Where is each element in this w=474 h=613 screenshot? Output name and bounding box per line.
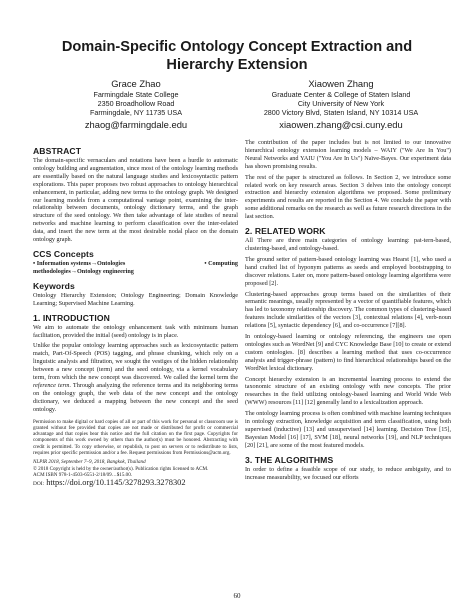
doi-label: DOI: xyxy=(33,481,45,488)
author-block-2 xyxy=(240,78,442,131)
introduction-paragraph: The contribution of the paper includes but is not limited to our innovative hierarchical ontology extension learning models – WAIY ("We Are In You") Neural Networks and YAIU ("You Are In Us") Naïve-Bayes. Our experiment data has shown promising results. xyxy=(245,139,451,170)
ccs-concept: methodologies→Ontology engineering xyxy=(33,267,134,275)
ccs-heading: CCS Concepts xyxy=(33,248,94,259)
author-affiliation-line: Graduate Center & College of Staten Island xyxy=(271,90,411,99)
doi-line xyxy=(33,478,238,489)
copyright-notice: © 2018 Copyright is held by the owner/author(s). Publication rights licensed to ACM. xyxy=(33,465,209,472)
doi-link[interactable]: https://doi.org/10.1145/3278293.3278302 xyxy=(46,478,186,488)
author-block-1 xyxy=(36,78,236,131)
related-work-paragraph: Concept hierarchy extension is an incremental learning process to extend the taxonomic structure of an existing ontology with new concepts. The prior researches in the field utilizing ontology-based learning and World Wide Web (WWW) resources [11] [12] generally land to a lexicalization approach. xyxy=(245,375,451,407)
related-work-paragraph: In ontology-based learning or ontology referencing, the engineers use open ontologies such as WordNet [9] and CYC Knowledge Base [10] to create or extend custom ontologies. [8] describes a learning method that uses co-occurrence analysis and trigger-phrase (pattern) to find hierarchical relationships based on the WordNet lexical dictionary. xyxy=(245,333,451,372)
ccs-concept: • Information systems→Ontologies xyxy=(33,259,126,267)
right-column xyxy=(245,139,451,482)
isbn-line: ACM ISBN 978-1-4503-6551-2/18/09…$15.00. xyxy=(33,471,133,478)
ccs-line xyxy=(33,260,238,268)
left-column xyxy=(33,146,238,489)
author-affiliation-line: City University of New York xyxy=(297,99,385,108)
author-affiliation-line: Farmingdale State College xyxy=(93,90,179,99)
introduction-heading: 1. INTRODUCTION xyxy=(33,312,110,323)
author-email: zhaog@farmingdale.edu xyxy=(84,119,188,130)
keywords-heading: Keywords xyxy=(33,280,75,291)
related-work-heading: 2. RELATED WORK xyxy=(245,226,326,237)
emphasized-term: reference term xyxy=(33,381,70,389)
author-affiliation-line: 2350 Broadhollow Road xyxy=(97,99,175,108)
introduction-paragraph: The rest of the paper is structured as follows. In Section 2, we introduce some related work on key research areas. Section 3 delves into the ontology concept extraction and hierarchy extension algorithms we proposed. Some preliminary experiments and results are reported in the Section 4. We conclude the paper with some additional remarks on the research as well as future research directions in the last section. xyxy=(245,173,451,221)
conference-info: NLPIR 2018, September 7–9, 2018, Bangkok, Thailand xyxy=(33,459,146,466)
paper-title: Domain-Specific Ontology Concept Extraction and Hierarchy Extension xyxy=(61,39,413,73)
related-work-paragraph: Clustering-based approaches group terms based on the similarities of their semantic meanings, usually represented by a vector of quantifiable features, which has led to taxonomy relationship discovery. The common types of clustering-based features include similarities of the vectors [3], contextual relations [4], verb-noun relations [5], syntactic dependency [6], and co-occurrence [7][8]. xyxy=(245,290,451,330)
permission-notice: Permission to make digital or hard copies of all or part of this work for personal or classroom use is granted without fee provided that copies are not made or distributed for profit or commercial advantage and that copies bear this notice and the full citation on the first page. Copyrights for components of this work owned by others than the author(s) must be honored. Abstracting with credit is permitted. To copy otherwise, or republish, to post on servers or to redistribute to lists, requires prior specific permission and/or a fee. Request permissions from Permissions@acm.org. xyxy=(33,418,238,457)
author-name: Grace Zhao xyxy=(111,78,161,89)
algorithms-paragraph: In order to define a feasible scope of our study, to reduce ambiguity, and to increase measurability, we focused our efforts xyxy=(245,465,451,481)
author-name: Xiaowen Zhang xyxy=(308,78,374,89)
related-work-paragraph: All There are three main categories of ontology learning: pat-tern-based, clustering-based, and ontology-based. xyxy=(245,237,451,252)
related-work-paragraph: The ground setter of pattern-based ontology learning was Hearst [1], who used a hand crafted list of hyponym patterns as seeds and employed bootstrapping to discover relations. Later on, more pattern-based ontology learning algorithms were proposed [2]. xyxy=(245,255,451,287)
algorithms-heading: 3. THE ALGORITHMS xyxy=(245,454,334,465)
keywords-text: Ontology Hierarchy Extension; Ontology Engineering; Domain Knowledge Learning; Supervised Machine Learning. xyxy=(33,291,238,307)
author-affiliation-line: Farmingdale, NY 11735 USA xyxy=(89,108,183,117)
page-number: 60 xyxy=(233,592,241,600)
author-affiliation-line: 2800 Victory Blvd, Staten Island, NY 10314 USA xyxy=(263,108,419,117)
author-email: xiaowen.zhang@csi.cuny.edu xyxy=(279,119,403,130)
abstract-heading: ABSTRACT xyxy=(33,146,82,156)
ccs-line xyxy=(33,268,238,276)
abstract-text: The domain-specific vernaculars and notations have been a hurdle to automatic ontology building and augmentation, since most of the ontology learning methods are essentially based on the natural language studies and lexicosyntactic pattern explorations. This paper proposes two robust approaches to ontology hierarchical enhancement, in particular, adding new terms to the ontology graph. We designed our learning models from a computational vantage point, examining the inter-relationship between documents, ontology dictionary terms, and the graph structure of the seed ontology. We then take advantage of late studies of neural networks and machine learning to perform classification over the inter-related data, and insert the new term at the most desirable nodal place on the domain ontology graph. xyxy=(33,157,238,244)
introduction-paragraph: Unlike the popular ontology learning approaches such as lexicosyntactic pattern match, Part-Of-Speech (POS) tagging, and phrase chunking, which rely on a linguistic analysis and filtration, we sought the vestiges of the hidden relationship between a new concept (term) and the seed ontology, via a kernel vocabulary term, from which the new concept was discovered. We called the kernel term the reference term. Through analyzing the reference terms and its neighboring terms on the ontology graph, the web data of the new concept and the ontology dictionary, we deduced a mapping between the new concept and the seed ontology. xyxy=(33,342,238,413)
related-work-paragraph: The ontology learning process is often combined with machine learning techniques in ontology extraction, knowledge acquisition and term classification, using both supervised (inductive) [13] and unsupervised [14] learning. Decision Tree [15], Bayesian Model [16] [17], SVM [18], neural networks [19], and NLP techniques [20] [21], are some of the most featured models. xyxy=(245,410,451,449)
introduction-paragraph: We aim to automate the ontology enhancement task with minimum human facilitation, provided the initial (seed) ontology is in place. xyxy=(33,323,238,339)
ccs-concept: • Computing xyxy=(204,259,238,267)
